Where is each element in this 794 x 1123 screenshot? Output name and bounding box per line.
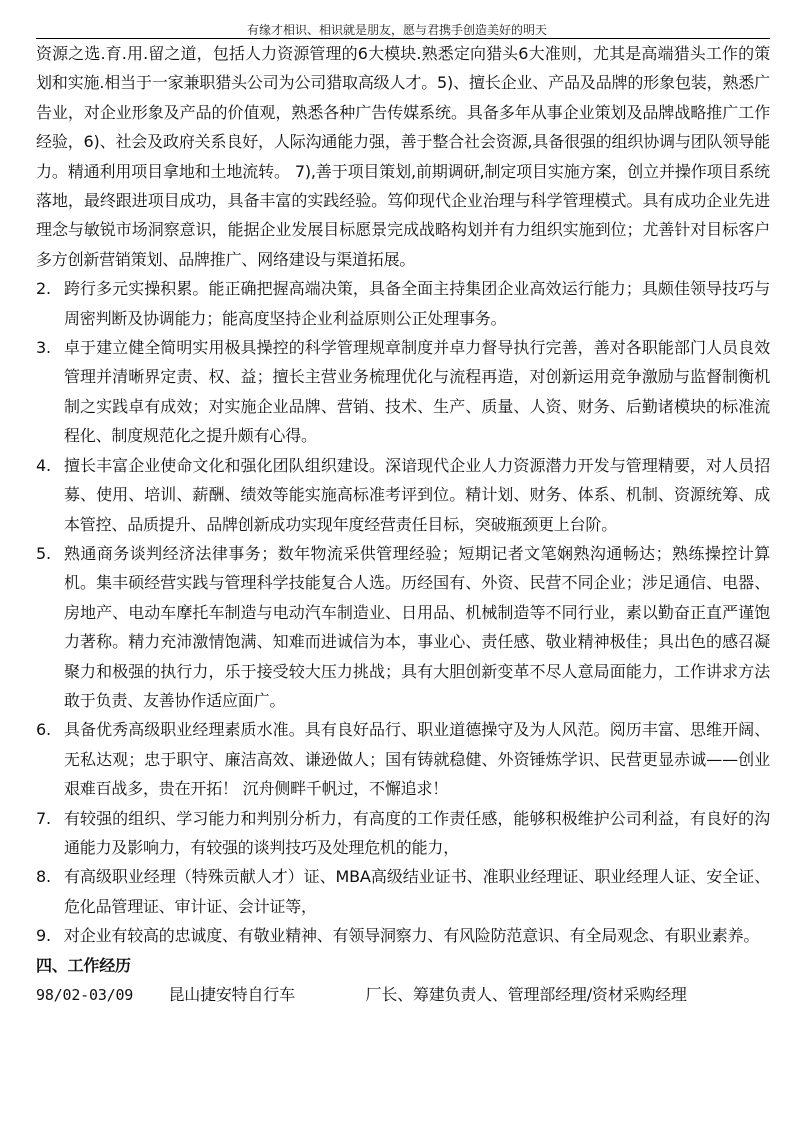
experience-date: 98/02-03/09	[36, 986, 134, 1004]
list-number: 2.	[36, 279, 51, 299]
list-text: 有较强的组织、学习能力和判别分析力，有高度的工作责任感，能够积极维护公司利益，有良好的沟通能力及影响力，有较强的谈判技巧及处理危机的能力，	[64, 808, 770, 857]
intro-paragraph: 资源之选.育.用.留之道，包括人力资源管理的6大模块.熟悉定向猎头6大准则，尤其是高端猎头工作的策划和实施.相当于一家兼职猎头公司为公司猎取高级人才。5)、擅长企业、产品及品牌的形象包装，熟悉广告业，对企业形象及产品的价值观，熟悉各种广告传媒系统。具备多年从事企业策划及品牌战略推广工作经验，6)、社会及政府关系良好，人际沟通能力强，善于整合社会资源,具备很强的组织协调与团队领导能力。精通利用项目拿地和土地流转。 7),善于项目策划,前期调研,制定项目实施方案，创立并操作项目系统落地，最终跟进项目成功，具备丰富的实践经验。笃仰现代企业治理与科学管理模式。具有成功企业先进理念与敏锐市场洞察意识，能据企业发展目标愿景完成战略构划并有力组织实施到位；尤善针对目标客户多方创新营销策划、品牌推广、网络建设与渠道拓展。	[36, 44, 770, 269]
section-title: 四、工作经历	[36, 955, 131, 975]
list-item	[36, 451, 770, 539]
list-text: 对企业有较高的忠诚度、有敬业精神、有领导洞察力、有风险防范意识、有全局观念、有职业素养。	[64, 926, 760, 946]
list-number: 5.	[36, 543, 51, 563]
list-number: 9.	[36, 926, 51, 946]
list-text: 有高级职业经理（特殊贡献人才）证、MBA高级结业证书、准职业经理证、职业经理人证、安全证、危化品管理证、审计证、会计证等，	[64, 867, 770, 916]
document-body	[36, 39, 770, 1010]
page-header: 有缘才相识、相识就是朋友，愿与君携手创造美好的明天	[246, 23, 547, 37]
list-item	[36, 715, 770, 803]
list-text: 卓于建立健全简明实用极具操控的科学管理规章制度并卓力督导执行完善，善对各职能部门人员良效管理并清晰界定责、权、益；擅长主营业务梳理优化与流程再造，对创新运用竞争激励与监督制衡机制之实践卓有成效；对实施企业品牌、营销、技术、生产、质量、人资、财务、后勤诸模块的标准流程化、制度规范化之提升颇有心得。	[64, 338, 770, 446]
experience-position: 厂长、筹建负责人、管理部经理/资材采购经理	[365, 985, 687, 1004]
list-item	[36, 539, 770, 715]
list-item	[36, 921, 770, 950]
list-text: 跨行多元实操积累。能正确把握高端决策，具备全面主持集团企业高效运行能力；具颇佳领导技巧与周密判断及协调能力；能高度坚持企业利益原则公正处理事务。	[64, 279, 770, 328]
list-item	[36, 333, 770, 451]
list-number: 3.	[36, 338, 51, 358]
list-number: 7.	[36, 808, 51, 828]
list-text: 具备优秀高级职业经理素质水准。具有良好品行、职业道德操守及为人风范。阅历丰富、思维开阔、无私达观；忠于职守、廉洁高效、谦逊做人；国有铸就稳健、外资锤炼学识、民营更显赤诚——创业艰难百战多，贵在开拓！ 沉舟侧畔千帆过，不懈追求！	[64, 720, 770, 799]
experience-company: 昆山捷安特自行车	[168, 985, 295, 1004]
list-text: 熟通商务谈判经济法律事务；数年物流采供管理经验；短期记者文笔娴熟沟通畅达；熟练操控计算机。集丰硕经营实践与管理科学技能复合人选。历经国有、外资、民营不同企业；涉足通信、电器、房地产、电动车摩托车制造与电动汽车制造业、日用品、机械制造等不同行业，素以勤奋正直严谨饱力著称。精力充沛激情饱满、知难而进诚信为本，事业心、责任感、敬业精神极佳；具出色的感召凝聚力和极强的执行力，乐于接受较大压力挑战；具有大胆创新变革不尽人意局面能力，工作讲求方法敢于负责、友善协作适应面广。	[64, 543, 770, 710]
list-item	[36, 862, 770, 921]
list-item	[36, 804, 770, 863]
list-number: 6.	[36, 720, 51, 740]
list-number: 8.	[36, 867, 51, 887]
list-text: 擅长丰富企业使命文化和强化团队组织建设。深谙现代企业人力资源潜力开发与管理精要，对人员招募、使用、培训、薪酬、绩效等能实施高标准考评到位。精计划、财务、体系、机制、资源统筹、成本管控、品质提升、品牌创新成功实现年度经营责任目标，突破瓶颈更上台阶。	[64, 455, 770, 534]
list-item	[36, 274, 770, 333]
experience-row	[36, 980, 770, 1010]
list-number: 4.	[36, 455, 51, 475]
